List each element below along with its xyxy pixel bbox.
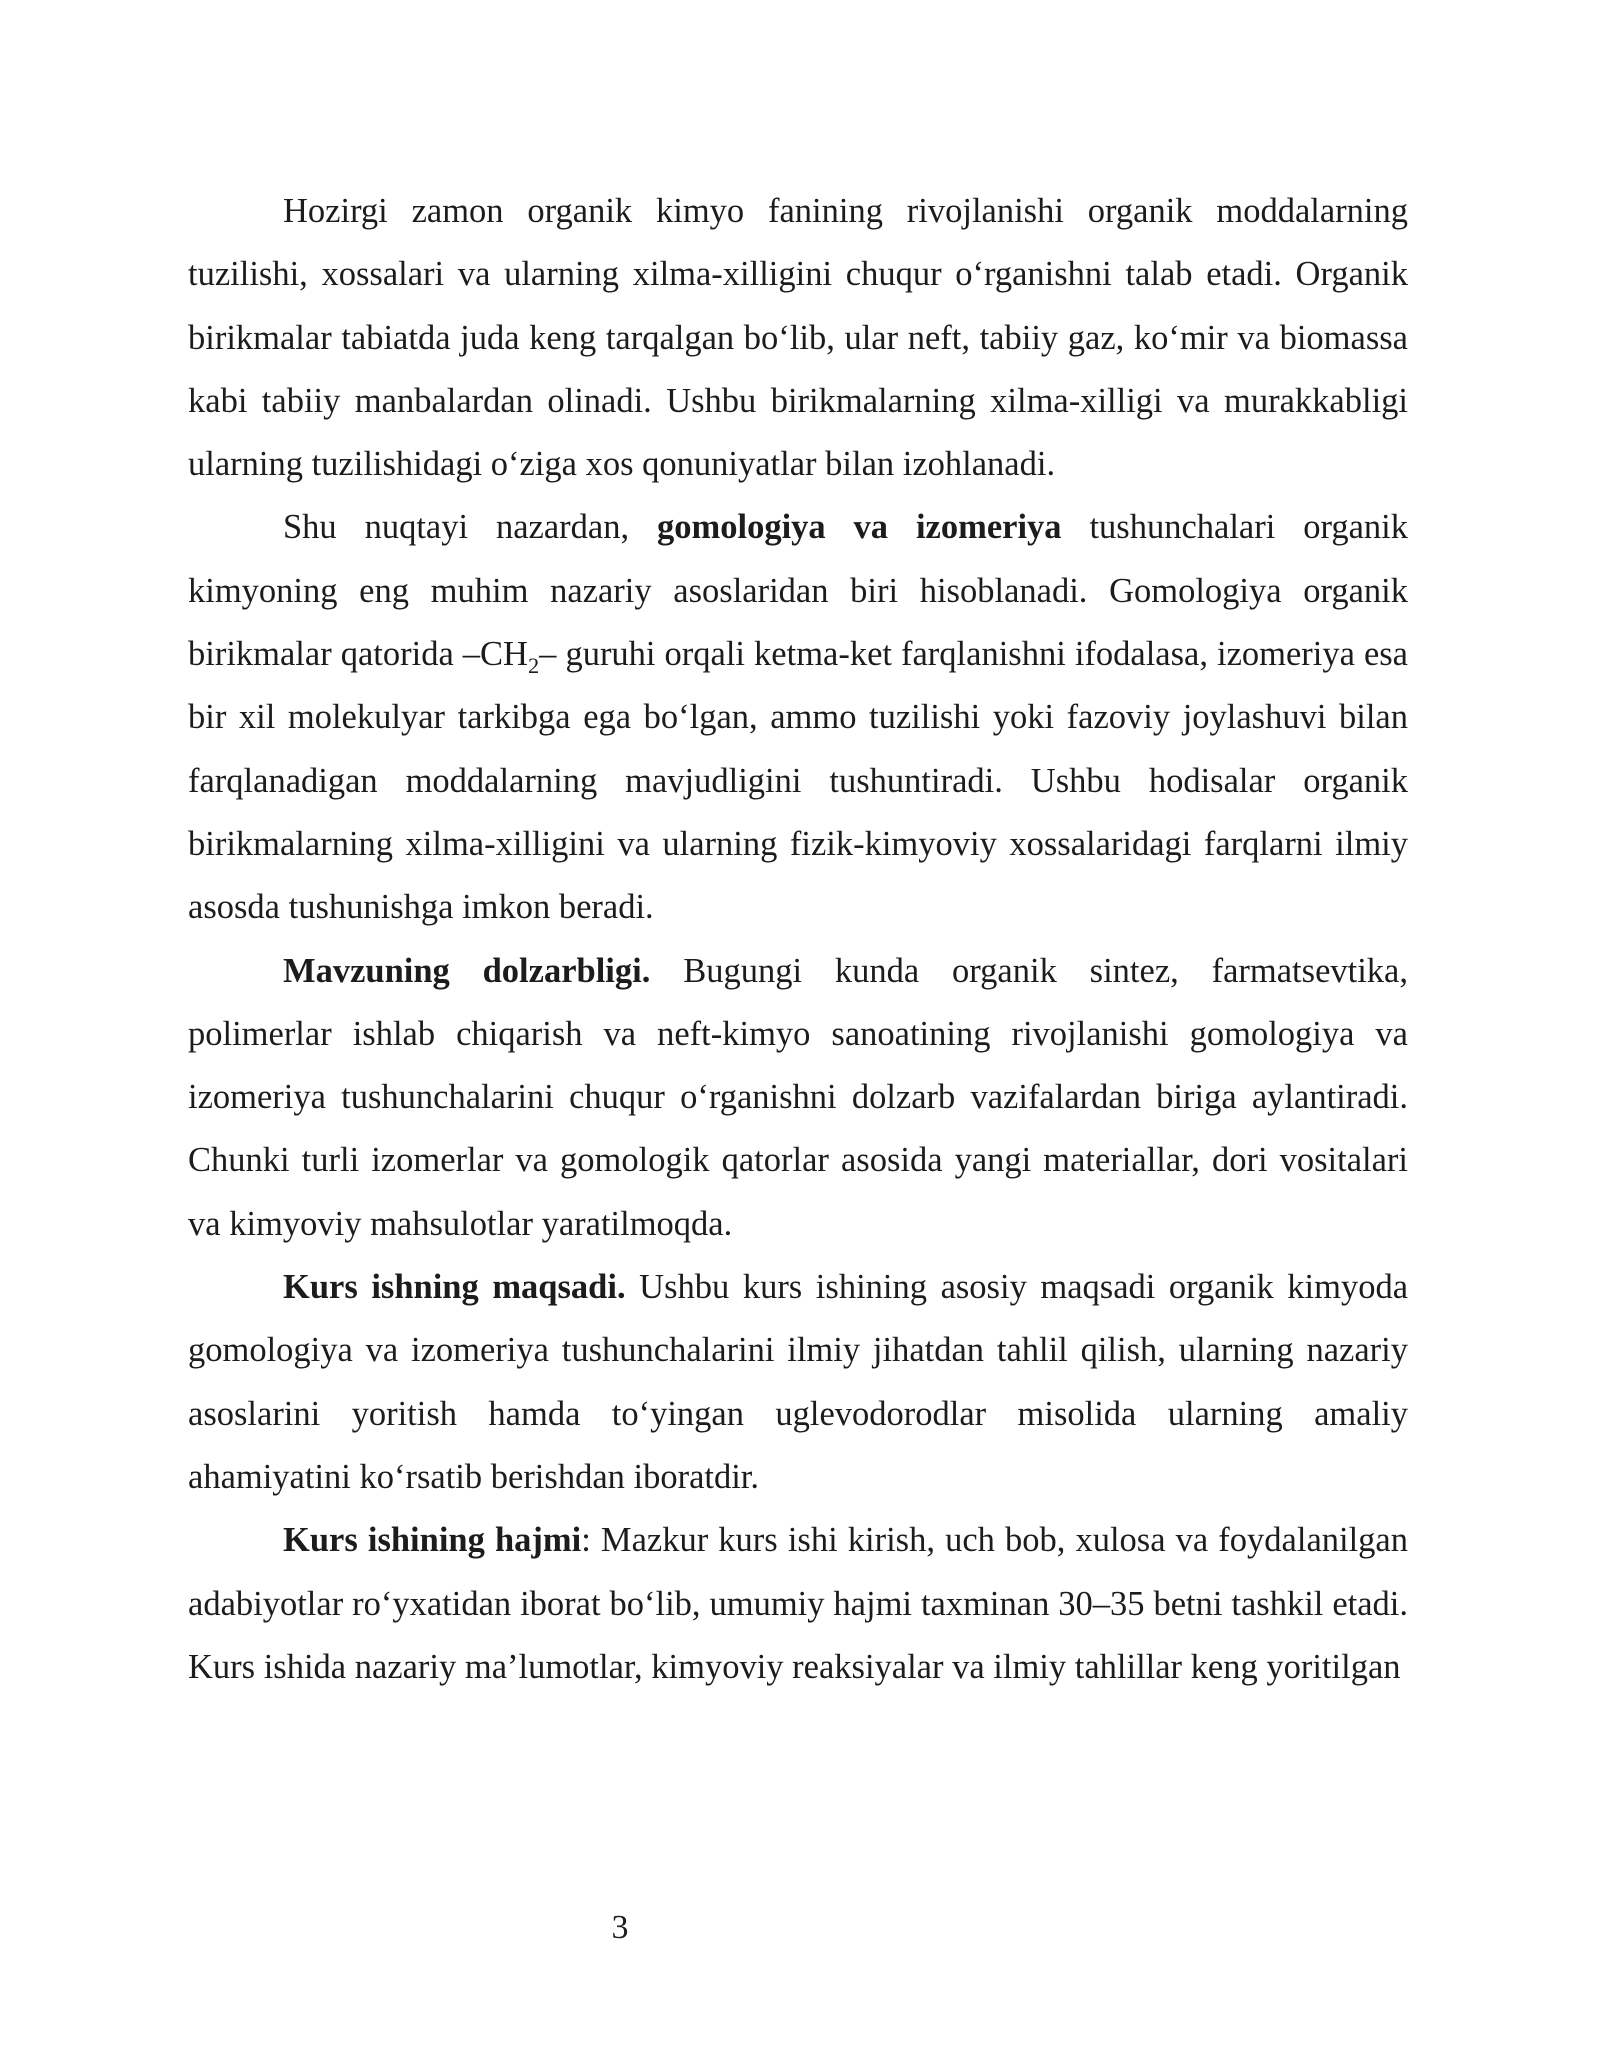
paragraph-maqsad	[188, 1256, 1408, 1509]
section-heading-hajm: Kurs ishining hajmi	[283, 1521, 582, 1560]
section-heading-maqsad: Kurs ishning maqsadi.	[283, 1268, 626, 1307]
paragraph-text: : Mazkur kurs ishi kirish, uch bob, xulosa va foydalanilgan adabiyotlar ro‘yxatidan iborat bo‘lib, umumiy hajmi taxminan 30–35 betni tashkil etadi. Kurs ishida nazariy ma’lumotlar, kimyoviy reaksiyalar va ilmiy tahlillar keng yoritilgan	[188, 1521, 1408, 1686]
paragraph-gomologiya-izomeriya	[188, 496, 1408, 939]
paragraph-text: Ushbu kurs ishining asosiy maqsadi organik kimyoda gomologiya va izomeriya tushunchalarini ilmiy jihatdan tahlil qilish, ularning nazariy asoslarini yoritish hamda to‘yingan uglevodorodlar misolida ularning amaliy ahamiyatini ko‘rsatib berishdan iboratdir.	[188, 1268, 1409, 1496]
paragraph-introduction	[188, 180, 1408, 496]
paragraph-text: Bugungi kunda organik sintez, farmatsevtika, polimerlar ishlab chiqarish va neft-kimyo sanoatining rivojlanishi gomologiya va izomeriya tushunchalarini chuqur o‘rganishni dolzarb vazifalardan biriga aylantiradi. Chunki turli izomerlar va gomologik qatorlar asosida yangi materiallar, dori vositalari va kimyoviy mahsulotlar yaratilmoqda.	[188, 951, 1408, 1243]
paragraph-lead-text: Shu nuqtayi nazardan,	[283, 508, 657, 547]
paragraph-text: tushunchalari organik kimyoning eng muhim nazariy asoslaridan biri hisoblanadi. Gomologiya organik birikmalar qatorida –CH	[188, 508, 1408, 674]
paragraph-dolzarblik	[188, 940, 1408, 1256]
bold-term: gomologiya va izomeriya	[657, 508, 1062, 547]
paragraph-text: Hozirgi zamon organik kimyo fanining rivojlanishi organik moddalarning tuzilishi, xossalari va ularning xilma-xilligini chuqur o‘rganishni talab etadi. Organik birikmalar tabiatda juda keng tarqalgan bo‘lib, ular neft, tabiiy gaz, ko‘mir va biomassa kabi tabiiy manbalardan olinadi. Ushbu birikmalarning xilma-xilligi va murakkabligi ularning tuzilishidagi o‘ziga xos qonuniyatlar bilan izohlanadi.	[188, 192, 1408, 484]
paragraph-text-continued: – guruhi orqali ketma-ket farqlanishni ifodalasa, izomeriya esa bir xil molekulyar tarkibga ega bo‘lgan, ammo tuzilishi yoki fazoviy joylashuvi bilan farqlanadigan moddalarning mavjudligini tushuntiradi. Ushbu hodisalar organik birikmalarning xilma-xilligini va ularning fizik-kimyoviy xossalaridagi farqlarni ilmiy asosda tushunishga imkon beradi.	[188, 635, 1408, 927]
section-heading-dolzarblik: Mavzuning dolzarbligi.	[283, 951, 651, 990]
subscript-digit: 2	[527, 652, 540, 678]
paragraph-hajm	[188, 1509, 1408, 1699]
document-body	[188, 180, 1408, 1699]
page-number: 3	[611, 1909, 629, 1946]
